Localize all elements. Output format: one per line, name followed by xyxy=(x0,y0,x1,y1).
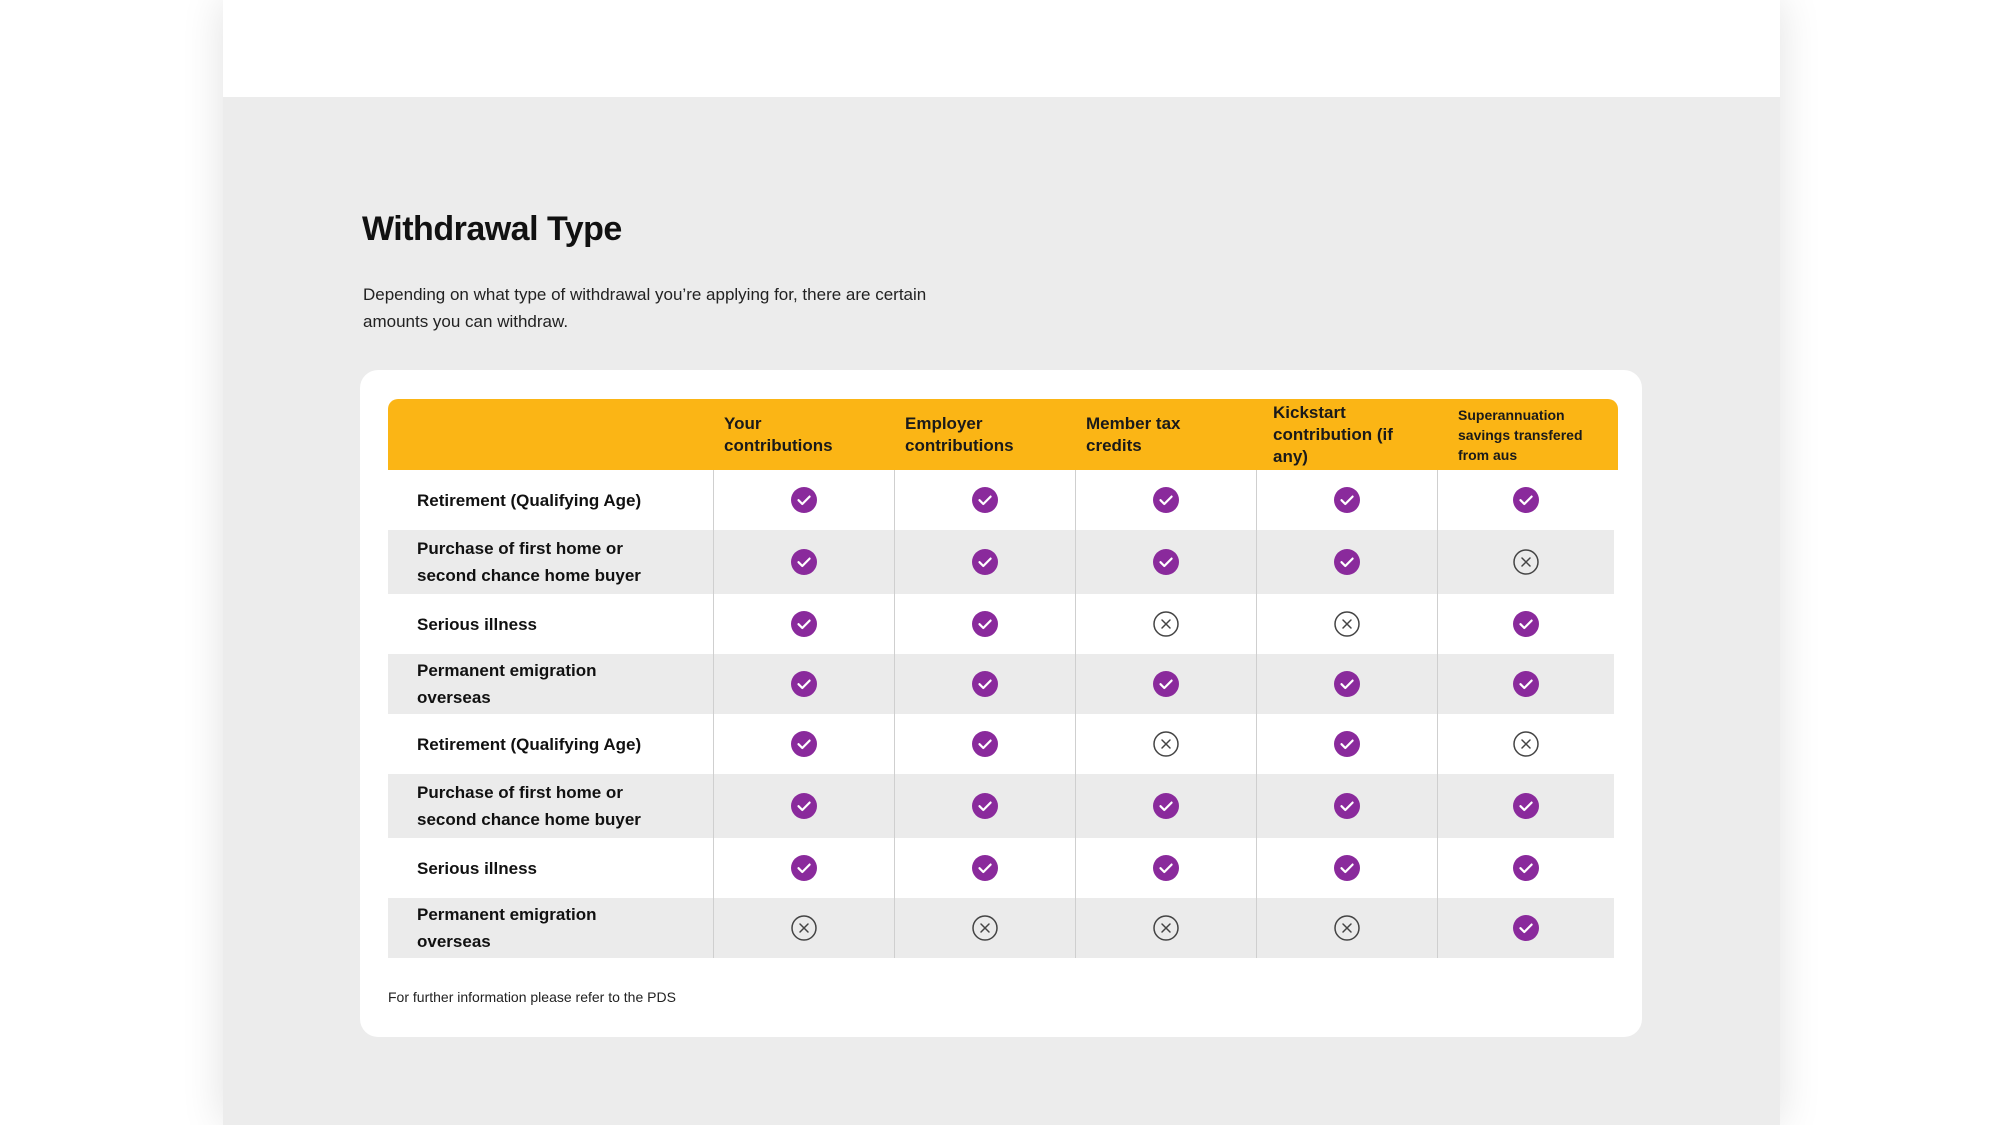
table-cell xyxy=(1076,714,1257,774)
check-circle-icon xyxy=(791,793,817,819)
check-circle-icon xyxy=(972,731,998,757)
check-circle-icon xyxy=(1153,487,1179,513)
row-label-text: Retirement (Qualifying Age) xyxy=(417,490,642,510)
table-cell xyxy=(1438,898,1613,958)
table-cell xyxy=(895,470,1076,530)
check-circle-icon xyxy=(972,855,998,881)
check-circle-icon xyxy=(1513,793,1539,819)
table-cell xyxy=(714,470,895,530)
check-circle-icon xyxy=(791,549,817,575)
column-header-label: Superannuation savings transfered from aus xyxy=(1458,406,1583,463)
table-row xyxy=(388,654,1614,714)
check-circle-icon xyxy=(791,855,817,881)
table-header xyxy=(388,399,1618,470)
table-cell xyxy=(895,530,1076,594)
intro-text: Depending on what type of withdrawal you’re applying for, there are certain amounts you can withdraw. xyxy=(363,285,927,331)
table-cell xyxy=(1076,594,1257,654)
row-label xyxy=(388,470,714,530)
column-header-kickstart-contribution xyxy=(1257,399,1438,470)
table-cell xyxy=(1438,714,1613,774)
check-circle-icon xyxy=(1513,671,1539,697)
table-cell xyxy=(1257,898,1438,958)
check-circle-icon xyxy=(1334,793,1360,819)
table-cell xyxy=(714,774,895,838)
cross-circle-icon xyxy=(1153,611,1179,637)
table-cell xyxy=(895,838,1076,898)
row-label-text: Permanent emigration overseas xyxy=(417,661,597,707)
table-row xyxy=(388,838,1614,898)
column-header-label: Member tax credits xyxy=(1086,413,1181,455)
cross-circle-icon xyxy=(1513,549,1539,575)
row-label xyxy=(388,594,714,654)
table-cell xyxy=(1438,838,1613,898)
check-circle-icon xyxy=(1334,487,1360,513)
cross-circle-icon xyxy=(1513,731,1539,757)
check-circle-icon xyxy=(1513,855,1539,881)
check-circle-icon xyxy=(972,671,998,697)
column-header-blank xyxy=(388,399,714,470)
page-frame xyxy=(223,0,1780,1125)
row-label xyxy=(388,714,714,774)
table-row xyxy=(388,530,1614,594)
table-cell xyxy=(1257,594,1438,654)
table-cell xyxy=(1076,654,1257,714)
table-cell xyxy=(1438,774,1613,838)
cross-circle-icon xyxy=(791,915,817,941)
column-header-label: Employer contributions xyxy=(905,413,1014,455)
withdrawal-table-card xyxy=(360,370,1642,1037)
check-circle-icon xyxy=(1334,671,1360,697)
table-cell xyxy=(1257,530,1438,594)
column-header-superannuation-savings xyxy=(1438,399,1618,470)
column-header-label: Your contributions xyxy=(724,413,833,455)
table-cell xyxy=(895,654,1076,714)
table-cell xyxy=(895,898,1076,958)
cross-circle-icon xyxy=(1334,611,1360,637)
check-circle-icon xyxy=(972,549,998,575)
table-cell xyxy=(714,594,895,654)
table-cell xyxy=(1438,654,1613,714)
table-cell xyxy=(1438,470,1613,530)
row-label xyxy=(388,898,714,958)
row-label xyxy=(388,774,714,838)
table-cell xyxy=(714,654,895,714)
row-label-text: Serious illness xyxy=(417,614,537,634)
table-cell xyxy=(1076,838,1257,898)
table-cell xyxy=(1076,470,1257,530)
check-circle-icon xyxy=(972,793,998,819)
table-cell xyxy=(1438,594,1613,654)
check-circle-icon xyxy=(791,671,817,697)
withdrawal-table xyxy=(388,399,1618,958)
check-circle-icon xyxy=(1153,671,1179,697)
table-row xyxy=(388,714,1614,774)
check-circle-icon xyxy=(1513,487,1539,513)
table-row xyxy=(388,594,1614,654)
table-cell xyxy=(895,774,1076,838)
column-header-label: Kickstart contribution (if any) xyxy=(1273,402,1393,466)
check-circle-icon xyxy=(1334,855,1360,881)
table-body xyxy=(388,470,1618,958)
cross-circle-icon xyxy=(1334,915,1360,941)
table-cell xyxy=(1257,470,1438,530)
row-label-text: Purchase of first home or second chance home buyer xyxy=(417,783,641,829)
table-cell xyxy=(1076,898,1257,958)
table-cell xyxy=(1438,530,1613,594)
table-cell xyxy=(1257,654,1438,714)
check-circle-icon xyxy=(1153,549,1179,575)
check-circle-icon xyxy=(1334,549,1360,575)
check-circle-icon xyxy=(791,487,817,513)
table-cell xyxy=(714,714,895,774)
check-circle-icon xyxy=(972,487,998,513)
top-bar xyxy=(223,0,1780,97)
column-header-member-tax-credits xyxy=(1076,399,1257,470)
row-label-text: Serious illness xyxy=(417,858,537,878)
table-cell xyxy=(1076,530,1257,594)
table-cell xyxy=(714,838,895,898)
table-cell xyxy=(714,530,895,594)
table-cell xyxy=(714,898,895,958)
row-label xyxy=(388,530,714,594)
row-label xyxy=(388,838,714,898)
check-circle-icon xyxy=(1334,731,1360,757)
table-cell xyxy=(1257,774,1438,838)
table-row xyxy=(388,898,1614,958)
row-label-text: Permanent emigration overseas xyxy=(417,905,597,951)
check-circle-icon xyxy=(791,731,817,757)
check-circle-icon xyxy=(1153,793,1179,819)
table-cell xyxy=(1257,714,1438,774)
cross-circle-icon xyxy=(972,915,998,941)
row-label xyxy=(388,654,714,714)
column-header-your-contributions xyxy=(714,399,895,470)
cross-circle-icon xyxy=(1153,731,1179,757)
table-row xyxy=(388,470,1614,530)
row-label-text: Retirement (Qualifying Age) xyxy=(417,734,642,754)
check-circle-icon xyxy=(1513,611,1539,637)
table-cell xyxy=(895,714,1076,774)
check-circle-icon xyxy=(1513,915,1539,941)
column-header-employer-contributions xyxy=(895,399,1076,470)
row-label-text: Purchase of first home or second chance home buyer xyxy=(417,539,641,585)
cross-circle-icon xyxy=(1153,915,1179,941)
table-row xyxy=(388,774,1614,838)
table-cell xyxy=(895,594,1076,654)
check-circle-icon xyxy=(972,611,998,637)
check-circle-icon xyxy=(791,611,817,637)
page-title: Withdrawal Type xyxy=(362,210,622,248)
table-cell xyxy=(1257,838,1438,898)
table-cell xyxy=(1076,774,1257,838)
check-circle-icon xyxy=(1153,855,1179,881)
footnote: For further information please refer to the PDS xyxy=(388,989,676,1005)
